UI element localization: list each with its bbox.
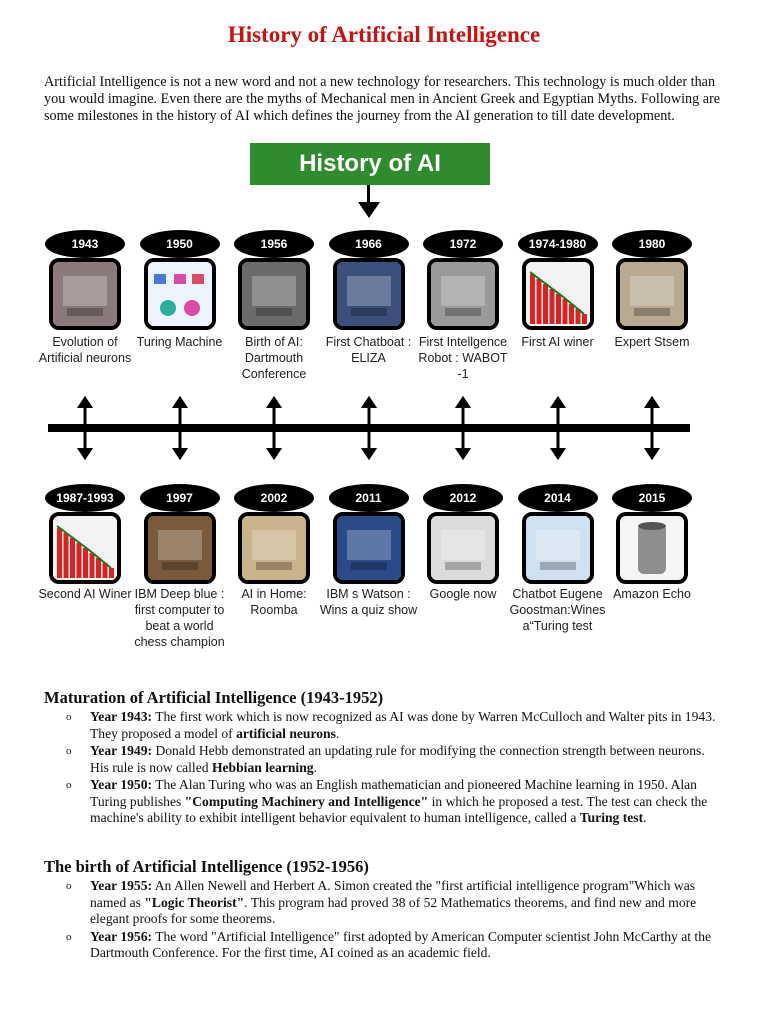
computer-terminal-icon — [616, 258, 688, 330]
section-heading-maturation: Maturation of Artificial Intelligence (1943-1952) — [44, 688, 384, 707]
diagram-banner: History of AI — [250, 143, 490, 185]
banner-arrow-head — [358, 202, 380, 218]
milestone-year-top-5: 1974-1980 — [518, 230, 598, 258]
milestone-year-top-3: 1966 — [329, 230, 409, 258]
intro-paragraph: Artificial Intelligence is not a new word and not a new technology for researchers. This technology is much older than you would imagine. Even there are the myths of Mechanical men in Ancient Greek and Egyptian Myths. Following are some milestones in the history of AI which defines the journey from the AI generation to till date development. — [44, 74, 721, 124]
item-text: artificial neurons — [236, 725, 336, 741]
milestone-year-bottom-6: 2015 — [612, 484, 692, 512]
milestone-year-top-6: 1980 — [612, 230, 692, 258]
timeline-arrow-bottom-4 — [453, 396, 473, 460]
milestone-caption-bottom-0: Second AI Winer — [38, 587, 132, 601]
milestone-caption-top-6: Expert Stsem — [614, 335, 690, 349]
timeline-arrow-bottom-5 — [548, 396, 568, 460]
bullet-icon: o — [66, 779, 72, 791]
declining-chart-icon — [522, 258, 594, 330]
item-text: "Logic Theorist" — [144, 894, 245, 910]
milestone-caption-bottom-5: Chatbot Eugene Goostman:Wines a“Turing test — [509, 587, 606, 633]
bullet-icon: o — [66, 930, 72, 943]
list-item — [66, 709, 726, 742]
timeline-arrow-bottom-2 — [264, 396, 284, 460]
milestone-caption-bottom-4: Google now — [429, 587, 497, 601]
chess-match-icon — [144, 512, 216, 584]
milestone-caption-bottom-1: IBM Deep blue : first computer to beat a world chess champion — [134, 587, 225, 649]
item-text: . — [313, 759, 317, 775]
milestone-year-top-0: 1943 — [45, 230, 125, 258]
history-of-ai-diagram — [40, 138, 708, 658]
milestone-year-bottom-4: 2012 — [423, 484, 503, 512]
list-item — [66, 929, 726, 962]
item-year-label: Year 1956: — [90, 928, 153, 944]
list-item — [66, 878, 726, 928]
list-item — [66, 743, 726, 776]
item-year-label: Year 1943: — [90, 709, 153, 724]
declining-chart-icon — [49, 512, 121, 584]
milestone-year-bottom-2: 2002 — [234, 484, 314, 512]
tablet-phone-icon — [427, 512, 499, 584]
section-heading-birth: The birth of Artificial Intelligence (1952-1956) — [44, 857, 369, 876]
milestone-year-bottom-3: 2011 — [329, 484, 409, 512]
milestone-caption-top-3: First Chatboat : ELIZA — [325, 335, 412, 365]
item-text: "Computing Machinery and Intelligence" — [184, 793, 429, 809]
milestone-caption-bottom-6: Amazon Echo — [613, 587, 691, 601]
item-text: . — [643, 810, 647, 825]
milestone-caption-bottom-3: IBM s Watson : Wins a quiz show — [319, 587, 418, 617]
milestone-year-bottom-5: 2014 — [518, 484, 598, 512]
milestone-caption-top-5: First AI winer — [521, 335, 594, 349]
page-title: History of Artificial Intelligence — [227, 22, 541, 47]
chatbot-screen-icon — [522, 512, 594, 584]
timeline-arrow-bottom-6 — [642, 396, 662, 460]
item-text: in which he proposed a test. The test can check the machine's ability to exhibit intelligent behavior equivalent to human intelligence, called a — [90, 793, 708, 825]
milestone-year-top-4: 1972 — [423, 230, 503, 258]
server-rack-icon — [333, 512, 405, 584]
turing-test-icon — [144, 258, 216, 330]
item-text: . — [335, 725, 340, 741]
item-text: Hebbian learning — [211, 759, 314, 775]
birth-list — [66, 878, 726, 963]
item-text: The Alan Turing who was an English mathematician and pioneered Machine learning in 1950. Alan Turing publishes — [90, 777, 697, 809]
item-text: The word "Artificial Intelligence" first adopted by American Computer scientist John McCarthy at the Dartmouth Conference. For the first time, AI coined as an academic field. — [90, 928, 712, 960]
conference-photo-icon — [238, 258, 310, 330]
list-item — [66, 777, 726, 827]
milestone-caption-top-4: First Intellgence Robot : WABOT -1 — [418, 335, 508, 381]
item-text: Donald Hebb demonstrated an updating rule for modifying the connection strength between neurons. His rule is now called — [90, 743, 705, 775]
item-year-label: Year 1949: — [90, 743, 153, 758]
item-text: . This program had proved 38 of 52 Mathematics theorems, and find new and more elegant proofs for some theorems. — [90, 894, 697, 926]
eliza-computer-icon — [333, 258, 405, 330]
robot-icon — [427, 258, 499, 330]
milestone-year-top-2: 1956 — [234, 230, 314, 258]
smart-speaker-icon — [616, 512, 688, 584]
roomba-icon — [238, 512, 310, 584]
milestone-caption-top-1: Turing Machine — [136, 335, 223, 349]
milestone-caption-top-2: Birth of AI: Dartmouth Conference — [241, 335, 307, 381]
milestone-year-bottom-0: 1987-1993 — [45, 484, 125, 512]
bullet-icon: o — [66, 711, 72, 723]
item-text: An Allen Newell and Herbert A. Simon created the "first artificial intelligence program"Which was named as — [90, 878, 696, 910]
timeline-arrow-bottom-0 — [75, 396, 95, 460]
milestone-caption-bottom-2: AI in Home: Roomba — [241, 587, 307, 617]
timeline-arrow-bottom-1 — [170, 396, 190, 460]
maturation-list — [66, 709, 726, 828]
item-text: Turing test — [579, 810, 644, 825]
item-text: The first work which is now recognized as AI was done by Warren McCulloch and Walter pits in 1943. They proposed a model of — [90, 709, 716, 741]
milestone-caption-top-0: Evolution of Artificial neurons — [38, 335, 132, 365]
neural-network-icon — [49, 258, 121, 330]
bullet-icon: o — [66, 745, 72, 757]
bullet-icon: o — [66, 880, 72, 892]
item-year-label: Year 1950: — [90, 777, 153, 792]
milestone-year-bottom-1: 1997 — [140, 484, 220, 512]
item-year-label: Year 1955: — [90, 878, 153, 893]
timeline-arrow-bottom-3 — [359, 396, 379, 460]
milestone-year-top-1: 1950 — [140, 230, 220, 258]
